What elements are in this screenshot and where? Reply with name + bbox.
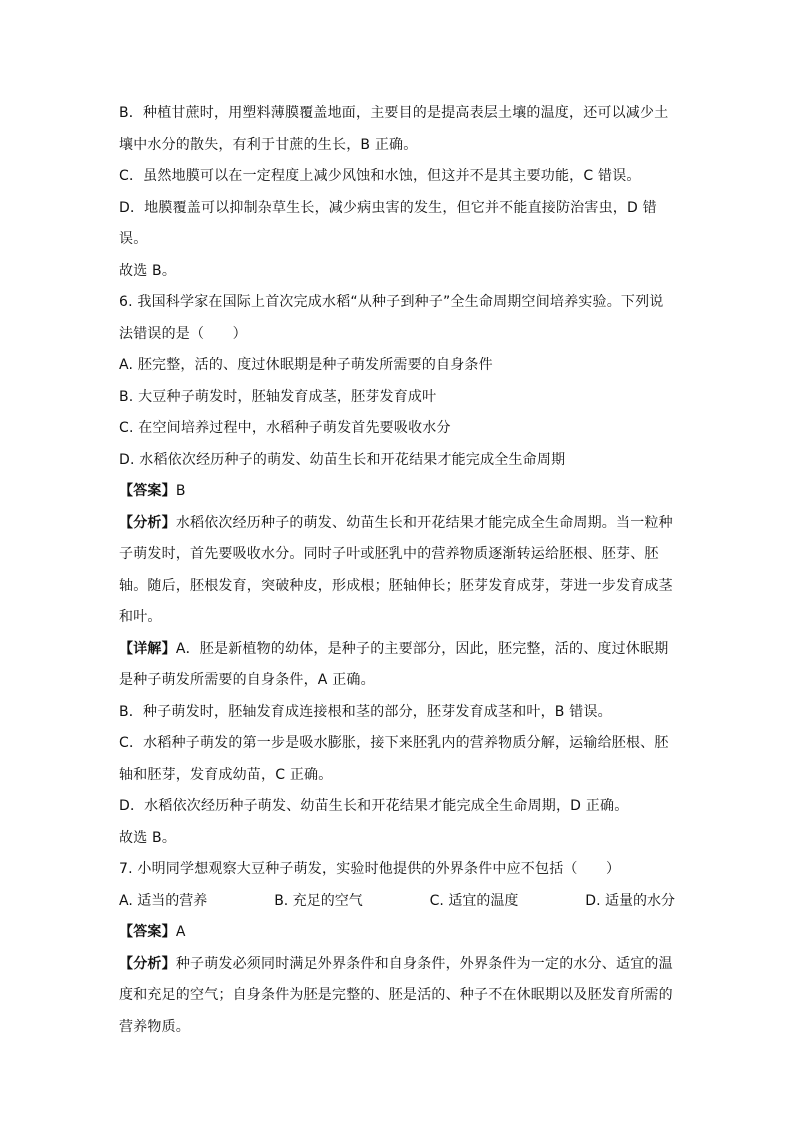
question-6-detail-d: D．水稻依次经历种子萌发、幼苗生长和开花结果才能完成全生命周期，D 正确。 bbox=[119, 798, 629, 814]
question-6-option-a: A. 胚完整，活的、度过休眠期是种子萌发所需要的自身条件 bbox=[119, 357, 493, 373]
detail-text: A．胚是新植物的幼体，是种子的主要部分，因此，胚完整，活的、度过休眠期是种子萌发所需要的自身条件，A 正确。 bbox=[119, 640, 669, 688]
answer-label: 【答案】 bbox=[119, 924, 176, 940]
conclusion-q5: 故选 B。 bbox=[119, 262, 177, 279]
analysis-text: 水稻依次经历种子的萌发、幼苗生长和开花结果才能完成全生命周期。当一粒种子萌发时，首先要吸收水分。同时子叶或胚乳中的营养物质逐渐转运给胚根、胚芽、胚轴。随后，胚根发育，突破种皮，形成根；胚轴伸长；胚芽发育成芽，芽进一步发育成茎和叶。 bbox=[119, 514, 673, 625]
question-7-option-b: B. 充足的空气 bbox=[274, 892, 363, 909]
detail-label: 【详解】 bbox=[119, 640, 176, 657]
question-6-detail-b: B．种子萌发时，胚轴发育成连接根和茎的部分，胚芽发育成茎和叶，B 错误。 bbox=[119, 703, 612, 720]
question-7-stem: 7. 小明同学想观察大豆种子萌发，实验时他提供的外界条件中应不包括（ ） bbox=[119, 861, 621, 877]
question-6-option-d: D. 水稻依次经历种子的萌发、幼苗生长和开花结果才能完成全生命周期 bbox=[119, 451, 566, 468]
explanation-d: D．地膜覆盖可以抑制杂草生长，减少病虫害的发生，但它并不能直接防治害虫，D 错误。 bbox=[119, 199, 657, 247]
question-6-option-c: C. 在空间培养过程中，水稻种子萌发首先要吸收水分 bbox=[119, 420, 451, 436]
analysis-label: 【分析】 bbox=[119, 514, 176, 531]
question-6-stem: 6. 我国科学家在国际上首次完成水稻“从种子到种子”全生命周期空间培养实验。下列说法错误的是（ ） bbox=[119, 294, 664, 342]
explanation-b: B．种植甘蔗时，用塑料薄膜覆盖地面，主要目的是提高表层土壤的温度，还可以减少土壤中水分的散失，有利于甘蔗的生长，B 正确。 bbox=[119, 105, 669, 153]
answer-label: 【答案】 bbox=[119, 483, 176, 499]
question-6-answer bbox=[119, 476, 675, 508]
question-7-analysis bbox=[119, 949, 675, 1044]
answer-value: A bbox=[175, 924, 186, 940]
question-6-conclusion: 故选 B。 bbox=[119, 829, 177, 846]
question-7-option-a: A. 适当的营养 bbox=[119, 892, 208, 909]
analysis-label: 【分析】 bbox=[119, 955, 176, 972]
answer-value: B bbox=[175, 483, 186, 499]
question-7-option-c: C. 适宜的温度 bbox=[429, 892, 519, 909]
document-page bbox=[119, 98, 675, 1043]
analysis-text: 种子萌发必须同时满足外界条件和自身条件，外界条件为一定的水分、适宜的温度和充足的空气；自身条件为胚是完整的、胚是活的、种子不在休眠期以及胚发育所需的营养物质。 bbox=[119, 955, 673, 1035]
question-6-analysis bbox=[119, 508, 675, 634]
question-6-detail-c: C．水稻种子萌发的第一步是吸水膨胀，接下来胚乳内的营养物质分解，运输给胚根、胚轴和胚芽，发育成幼苗，C 正确。 bbox=[119, 735, 669, 783]
explanation-c: C．虽然地膜可以在一定程度上减少风蚀和水蚀，但这并不是其主要功能，C 错误。 bbox=[119, 168, 641, 184]
question-6-option-b: B. 大豆种子萌发时，胚轴发育成茎，胚芽发育成叶 bbox=[119, 388, 437, 405]
question-6-detail bbox=[119, 634, 675, 697]
question-7-option-d: D. 适量的水分 bbox=[585, 892, 675, 909]
question-7-options bbox=[119, 886, 675, 918]
question-7-answer bbox=[119, 917, 675, 949]
